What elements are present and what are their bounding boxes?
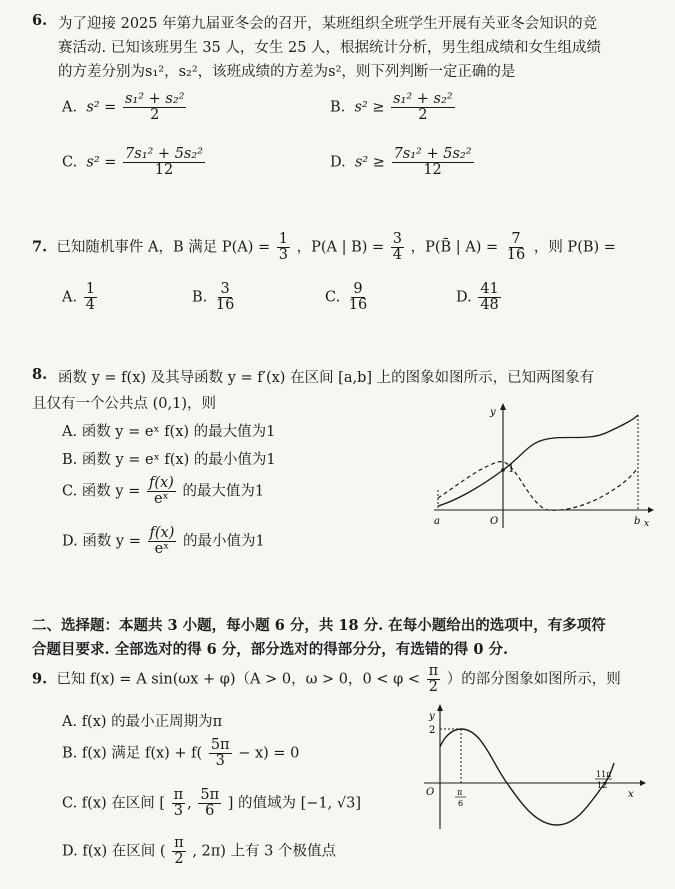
section2-line2: 合题目要求. 全部选对的得 6 分，部分选对的得部分分，有选错的得 0 分. bbox=[32, 641, 509, 658]
q9-y-arrow bbox=[437, 704, 443, 711]
q9-option-c[interactable]: C. f(x) 在区间 [ $\frac{\pi}{3}$ , $\frac{5\pi}{6}$ ] 的值域为 [−1, √3] bbox=[62, 787, 362, 820]
q7-frac2: $\frac{3}{4}$ bbox=[392, 231, 402, 264]
section2-line1: 二、选择题：本题共 3 小题，每小题 6 分，共 18 分. 在每小题给出的选项中，有多项符 bbox=[32, 617, 606, 634]
q8-one-label: 1 bbox=[508, 464, 515, 475]
q8-option-b[interactable]: B. 函数 y = eˣ f(x) 的最小值为1 bbox=[62, 452, 276, 468]
q9-o-label: O bbox=[426, 787, 435, 798]
q8-f-curve bbox=[438, 415, 638, 506]
q9-two-label: 2 bbox=[429, 725, 436, 736]
q8-stem-line2: 且仅有一个公共点 (0,1)，则 bbox=[32, 396, 216, 412]
q7-frac1: $\frac{1}{3}$ bbox=[278, 231, 288, 264]
q8-o-label: O bbox=[490, 516, 499, 527]
q7-option-a[interactable]: A. $\frac{1}{4}$ bbox=[62, 281, 95, 314]
q6-option-a[interactable]: A. s² = $\frac{\text{s₁² + s₂²}}{2}$ bbox=[62, 91, 185, 124]
q8-option-c[interactable]: C. 函数 y = $\frac{f(x)}{\text{eˣ}}$ 的最大值为1 bbox=[62, 475, 265, 508]
q6-option-b[interactable]: B. s² ≥ $\frac{\text{s₁² + s₂²}}{2}$ bbox=[330, 91, 453, 124]
q8-graph bbox=[428, 400, 656, 532]
q6-option-b-fraction: $\frac{\text{s₁² + s₂²}}{2}$ bbox=[393, 91, 453, 124]
q8-x-arrow bbox=[648, 507, 654, 513]
q9-frac: $\frac{\pi}{2}$ bbox=[428, 663, 439, 696]
q9-tick2-num: 11π bbox=[596, 770, 612, 779]
q6-option-d[interactable]: D. s² ≥ $\frac{\text{7s₁² + 5s₂²}}{12}$ bbox=[330, 146, 472, 179]
q8-stem-line1: 函数 y = f(x) 及其导函数 y = f′(x) 在区间 [a,b] 上的图象如图所示，已知两图象有 bbox=[58, 370, 595, 386]
q6-stem-line2: 赛活动. 已知该班男生 35 人，女生 25 人，根据统计分析，男生组成绩和女生组成绩 bbox=[58, 40, 602, 56]
q8-a-label: a bbox=[434, 516, 440, 527]
q8-b-label: b bbox=[634, 516, 641, 527]
q9-tick1-den: 6 bbox=[458, 799, 464, 808]
q7-option-d[interactable]: D. $\frac{41}{48}$ bbox=[456, 281, 499, 314]
q8-common-point bbox=[501, 468, 505, 472]
q6-number: 6. bbox=[32, 12, 48, 29]
q9-x-arrow bbox=[640, 780, 646, 786]
q9-y-label: y bbox=[429, 711, 435, 722]
q9-option-a[interactable]: A. f(x) 的最小正周期为π bbox=[62, 714, 223, 730]
q9-graph bbox=[412, 703, 652, 831]
q8-y-arrow bbox=[500, 403, 506, 410]
q9-tick1-num: π bbox=[457, 788, 463, 797]
q9-x-label: x bbox=[628, 789, 634, 800]
q6-option-c[interactable]: C. s² = $\frac{\text{7s₁² + 5s₂²}}{12}$ bbox=[62, 146, 203, 179]
q8-fprime-curve bbox=[438, 462, 638, 511]
q9-stem: 9. 已知 f(x) = A sin(ωx + φ)（A > 0，ω > 0，0 < φ < $\frac{\pi}{2}$ ）的部分图象如图所示，则 bbox=[32, 663, 621, 696]
q9-tick2-den: 12 bbox=[597, 781, 608, 790]
q8-number: 8. bbox=[32, 366, 48, 383]
q8-option-a[interactable]: A. 函数 y = eˣ f(x) 的最大值为1 bbox=[62, 424, 276, 440]
q8-x-label: x bbox=[644, 519, 650, 529]
q6-stem-line3: 的方差分别为s₁²，s₂²，该班成绩的方差为s²，则下列判断一定正确的是 bbox=[58, 64, 516, 80]
q7-option-b[interactable]: B. $\frac{3}{16}$ bbox=[192, 281, 235, 314]
q6-option-c-fraction: $\frac{\text{7s₁² + 5s₂²}}{12}$ bbox=[125, 146, 203, 179]
q7-number: 7. bbox=[32, 238, 48, 256]
q9-option-d[interactable]: D. f(x) 在区间 ( $\frac{\pi}{2}$ , 2π) 上有 3 个极值点 bbox=[62, 835, 336, 868]
q8-y-label: y bbox=[490, 407, 496, 418]
q9-sine-curve bbox=[440, 729, 614, 825]
q7-frac3: $\frac{7}{16}$ bbox=[506, 231, 526, 264]
q6-stem-line1: 为了迎接 2025 年第九届亚冬会的召开，某班组织全班学生开展有关亚冬会知识的竞 bbox=[58, 16, 598, 32]
q6-option-d-fraction: $\frac{\text{7s₁² + 5s₂²}}{12}$ bbox=[393, 146, 472, 179]
q9-number: 9. bbox=[32, 670, 48, 688]
q9-option-b[interactable]: B. f(x) 满足 f(x) + f( $\frac{5\pi}{3}$ − x) = 0 bbox=[62, 737, 300, 770]
q7-option-c[interactable]: C. $\frac{9}{16}$ bbox=[325, 281, 368, 314]
q6-option-a-fraction: $\frac{\text{s₁² + s₂²}}{2}$ bbox=[124, 91, 185, 124]
q8-option-d[interactable]: D. 函数 y = $\frac{f(x)}{\text{eˣ}}$ 的最小值为1 bbox=[62, 525, 265, 558]
q7-stem: 7. 已知随机事件 A，B 满足 P(A) = $\frac{1}{3}$ ，P(A | B) = $\frac{3}{4}$ ，P(B̄ | A) = $\frac{7}{16}$ ，则 P(B) = bbox=[32, 231, 616, 264]
